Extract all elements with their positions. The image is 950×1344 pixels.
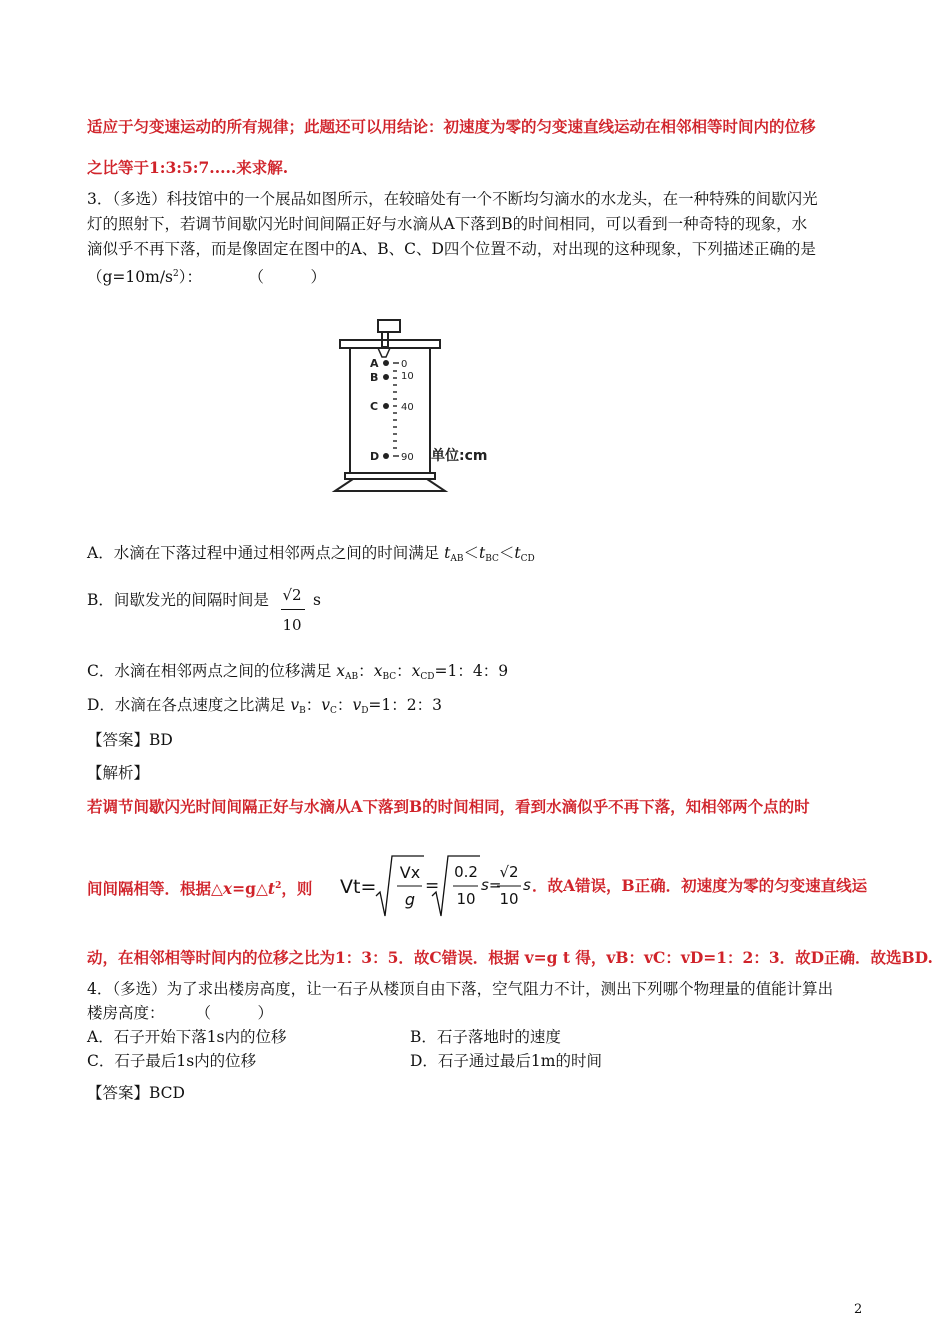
q3-option-b-fraction-bar [281, 609, 305, 610]
q3-option-b-denominator: 10 [282, 616, 302, 634]
tick-label-40: 40 [401, 402, 414, 413]
q3-option-b: B．间歇发光的间隔时间是 [87, 591, 269, 609]
formula-num-2: 0.2 [454, 863, 478, 881]
q3-analysis-label: 【解析】 [87, 764, 150, 782]
q4-option-c: C．石子最后1s内的位移 [87, 1052, 257, 1070]
tick-label-90: 90 [401, 452, 414, 463]
q4-stem-line-1: 4．（多选）为了求出楼房高度，让一石子从楼顶自由下落，空气阻力不计，测出下列哪个物理量的值能计算出 [87, 980, 834, 998]
q3-option-b-numerator: √2 [282, 586, 302, 604]
q3-answer: 【答案】BD [87, 731, 173, 749]
q3-stem-line-2: 灯的照射下，若调节间歇闪光时间间隔正好与水滴从A下落到B的时间相同，可以看到一种奇特的现象，水 [87, 215, 808, 233]
formula-s: s= [481, 876, 502, 894]
q3-analysis-line-2-start: 间间隔相等．根据$\triangle x=g\triangle t^2$，则 [87, 879, 313, 898]
point-label-b: B [370, 371, 379, 384]
q4-stem-line-2: 楼房高度： （ ） [87, 1004, 274, 1022]
q3-stem-line-4: $(g=10m/s^2)$： （ ） [87, 268, 327, 286]
formula-num-3: √2 [499, 863, 519, 881]
tick-label-0: 0 [401, 359, 408, 370]
q3-option-c: C．水滴在相邻两点之间的位移满足 $x_{AB}$：$x_{BC}$：$x_{CD}=1$：4：9 [87, 662, 509, 682]
q3-option-d: D．水滴在各点速度之比满足 $v_B$：$v_C$：$v_D=1$：2：3 [87, 696, 442, 716]
formula-den-3: 10 [499, 890, 519, 908]
tick-label-10: 10 [401, 371, 414, 382]
q3-analysis-line-3: 动，在相邻相等时间内的位移之比为1：3：5．故C错误．根据 v=g t 得，vB：vC：vD=1：2：3．故D正确．故选BD. [87, 948, 933, 967]
q3-stem-line-3: 滴似乎不再下落，而是像固定在图中的A、B、C、D四个位置不动，对出现的这种现象，下列描述正确的是 [87, 240, 816, 258]
q3-option-b-unit: s [313, 591, 321, 609]
formula-den-2: 10 [456, 890, 476, 908]
q4-option-a: A．石子开始下落1s内的位移 [87, 1028, 287, 1046]
prev-explanation-line-2: 之比等于1:3:5:7.....来求解. [87, 158, 289, 177]
q3-analysis-line-2-end: ．故A错误，B正确．初速度为零的匀变速直线运 [532, 876, 868, 895]
point-label-d: D [370, 450, 380, 463]
q4-option-b: B．石子落地时的速度 [410, 1028, 561, 1046]
q3-stem-line-1: 3．（多选）科技馆中的一个展品如图所示，在较暗处有一个不断均匀滴水的水龙头，在一种特殊的间歇闪光 [87, 190, 818, 208]
q3-formula: Vt= Vx g = 0.2 10 s= √2 10 s [340, 852, 530, 922]
formula-lhs: Vt= [340, 876, 377, 898]
point-label-a: A [370, 357, 379, 370]
formula-unit: s [523, 876, 531, 894]
unit-label: 单位:cm [431, 448, 488, 464]
q3-analysis-line-1: 若调节间歇闪光时间间隔正好与水滴从A下落到B的时间相同，看到水滴似乎不再下落，知相邻两个点的时 [87, 797, 810, 816]
prev-explanation-line-1: 适应于匀变速运动的所有规律；此题还可以用结论：初速度为零的匀变速直线运动在相邻相等时间内的位移 [87, 117, 816, 136]
q4-option-d: D．石子通过最后1m的时间 [410, 1052, 602, 1070]
dripping-apparatus-figure [325, 315, 495, 495]
page-number: 2 [854, 1302, 863, 1317]
q3-option-a: A．水滴在下落过程中通过相邻两点之间的时间满足 $t_{AB}<t_{BC}<t_{CD}$ [87, 544, 535, 564]
point-label-c: C [370, 400, 379, 413]
formula-den-1: g [404, 890, 416, 909]
q4-answer: 【答案】BCD [87, 1084, 185, 1102]
formula-num-1: Vx [399, 863, 421, 882]
